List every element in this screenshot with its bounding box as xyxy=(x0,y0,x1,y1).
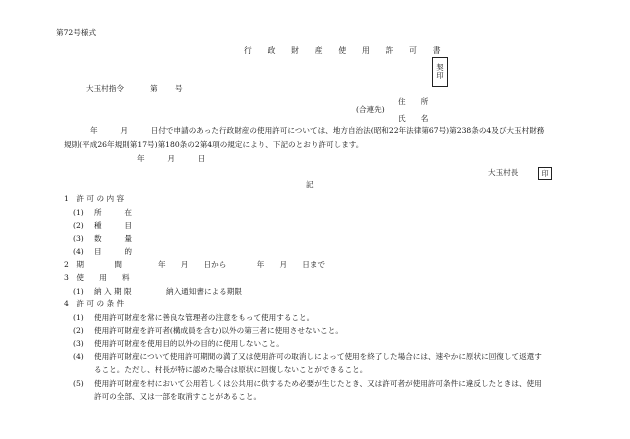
section-3-heading: 3 使 用 料 xyxy=(64,273,130,282)
name-label: 氏 名 xyxy=(398,114,429,123)
sec1-item-2-label: 種 目 xyxy=(94,221,132,230)
sec1-item-1-num: (1) xyxy=(73,208,84,217)
section-2-heading: 2 期 間 xyxy=(64,260,122,269)
address-label: 住 所 xyxy=(398,97,429,106)
reference-dai: 第 xyxy=(150,84,158,93)
condition-5-cont: 許可の全部、又は一部を取消すことがあること。 xyxy=(94,392,262,401)
condition-4-cont: ること。ただし、村長が特に認めた場合は原状に回復しないことができること。 xyxy=(94,365,368,374)
condition-4-text: 使用許可財産について使用許可期間の満了又は使用許可の取消しによって使用を終了した場合には、速やかに原状に回復して返還す xyxy=(94,352,542,361)
sec1-item-3-label: 数 量 xyxy=(94,234,132,243)
sec1-item-1-label: 所 在 xyxy=(94,208,132,217)
issue-date: 年 月 日 xyxy=(137,154,206,163)
condition-1-text: 使用許可財産を常に善良な管理者の注意をもって使用すること。 xyxy=(94,313,315,322)
signer-name: 大玉村長 xyxy=(488,168,519,177)
condition-2-num: (2) xyxy=(73,326,84,335)
form-number: 第72号様式 xyxy=(56,28,97,37)
condition-4-num: (4) xyxy=(73,352,84,361)
signer-seal xyxy=(538,167,552,180)
sec3-item-num: (1) xyxy=(73,287,84,296)
ki-heading: 記 xyxy=(306,180,314,189)
sec1-item-3-num: (3) xyxy=(73,234,84,243)
body-line-2: 規則(平成26年規則第17号)第180条の2第4項の規定により、下記のとおり許可します。 xyxy=(64,140,364,149)
sec1-item-4-label: 目 的 xyxy=(94,247,132,256)
sec1-item-2-num: (2) xyxy=(73,221,84,230)
condition-3-num: (3) xyxy=(73,339,84,348)
reference-prefix: 大玉村指令 xyxy=(86,84,124,93)
sec3-item-value: 納入通知書による期限 xyxy=(166,287,242,296)
signer-seal-text: 印 xyxy=(541,168,549,178)
sec1-item-4-num: (4) xyxy=(73,247,84,256)
stamp-seal-text: 契 印 xyxy=(436,62,444,80)
body-line-1: 年 月 日付で申請のあった行政財産の使用許可については、地方自治法(昭和22年法律第67号)第238条の4及び大玉村財務 xyxy=(90,126,545,135)
condition-3-text: 使用許可財産を使用目的以外の目的に使用しないこと。 xyxy=(94,339,284,348)
condition-5-text: 使用許可財産を村において公用若しくは公共用に供するため必要が生じたとき、又は許可者が使用許可条件に違反したときは、使用 xyxy=(94,379,542,388)
address-note: (合連先) xyxy=(356,105,385,114)
sec3-item-label: 納 入 期 限 xyxy=(94,287,132,296)
condition-5-num: (5) xyxy=(73,379,84,388)
condition-1-num: (1) xyxy=(73,313,84,322)
section-1-heading: 1 許 可 の 内 容 xyxy=(64,194,125,203)
document-title: 行 政 財 産 使 用 許 可 書 xyxy=(244,46,445,55)
condition-2-text: 使用許可財産を許可者(構成員を含む)以外の第三者に使用させないこと。 xyxy=(94,326,343,335)
period-range: 年 月 日から 年 月 日まで xyxy=(158,260,326,269)
reference-go: 号 xyxy=(175,84,183,93)
section-4-heading: 4 許 可 の 条 件 xyxy=(64,299,125,308)
stamp-seal-box xyxy=(432,57,448,87)
